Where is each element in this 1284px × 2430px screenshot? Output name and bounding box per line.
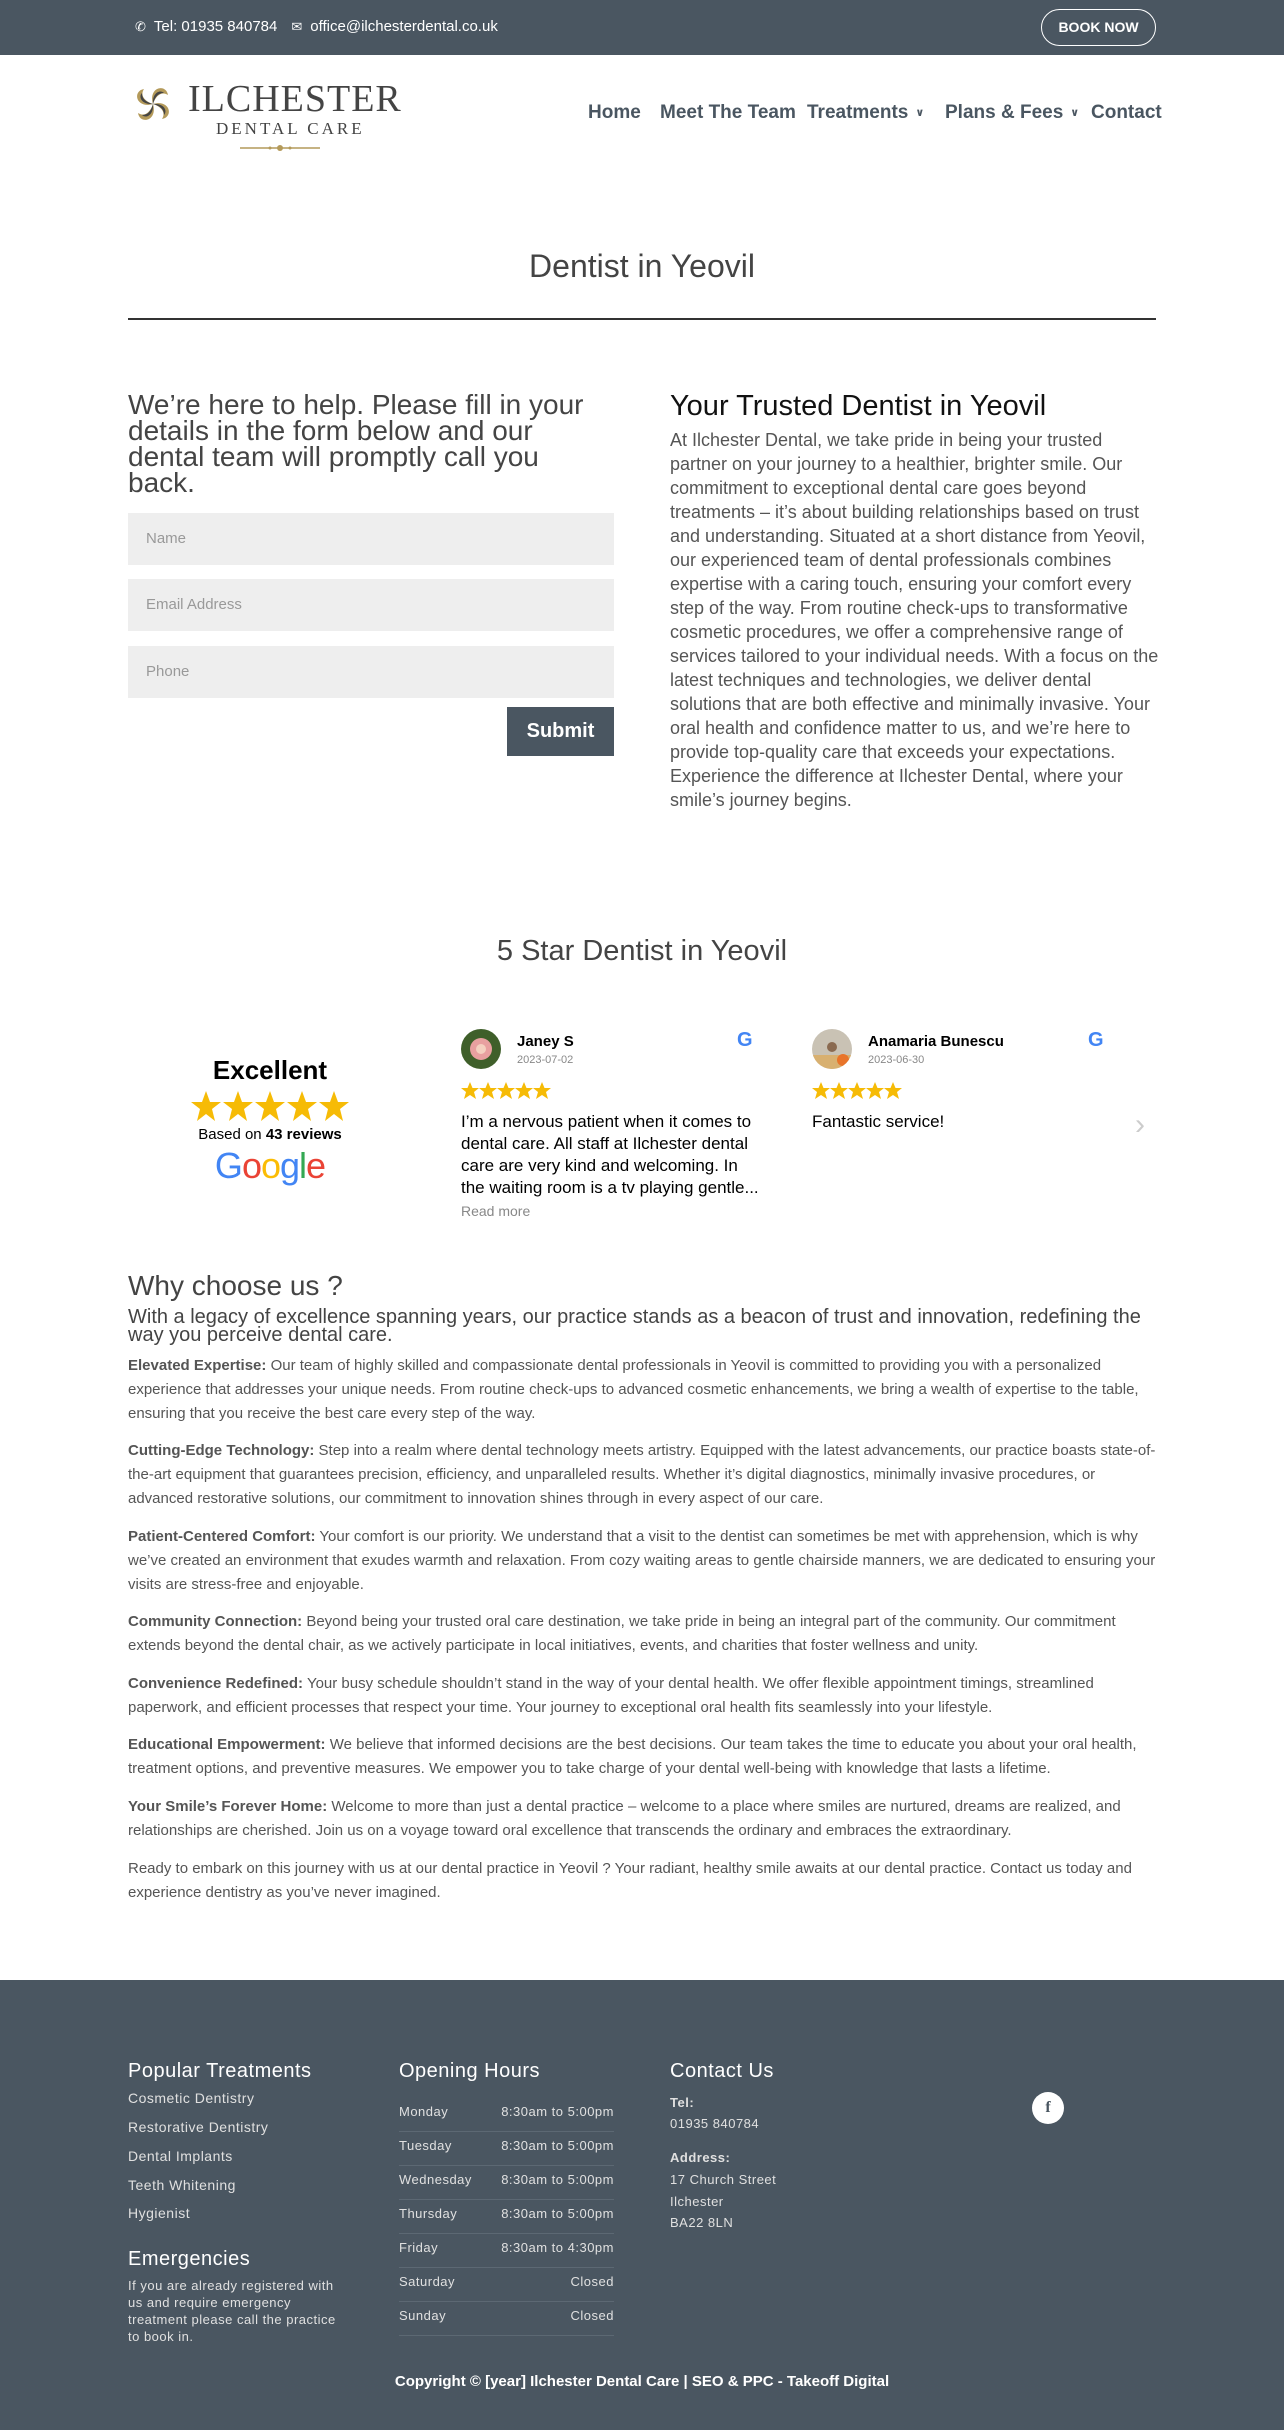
- logo-name: ILCHESTER: [188, 78, 402, 120]
- why-subheading: With a legacy of excellence spanning years, our practice stands as a beacon of trust and innovation, redefining the way you perceive dental care.: [128, 1306, 1141, 1346]
- address-line: Ilchester: [670, 2194, 724, 2209]
- review-text: I’m a nervous patient when it comes to dental care. All staff at Ilchester dental care are very kind and welcoming. In the waiting room is a tv playing gentle...: [461, 1112, 759, 1197]
- review-count[interactable]: 43 reviews: [265, 1126, 342, 1143]
- why-point-text: Your comfort is our priority. We understand that a visit to the dentist can sometimes be met with apprehension, which is why we’ve created an environment that exudes warmth and relaxation. From cozy waiting areas to gentle chairside manners, we are dedicated to ensuring your visits are stress-free and enjoyable.: [128, 1528, 1156, 1593]
- star-icon: [191, 1091, 221, 1121]
- hours-time: 8:30am to 5:00pm: [501, 2104, 614, 2119]
- hours-row: [399, 2132, 614, 2166]
- emergencies-heading: Emergencies: [128, 2248, 251, 2270]
- why-closing-text: Ready to embark on this journey with us at our dental practice in Yeovil ? Your radiant, healthy smile awaits at our dental practice. Contact us today and experience dentistry as you’ve never imagined.: [128, 1860, 1132, 1901]
- top-contact: [135, 18, 506, 35]
- footer-link-restorative[interactable]: Restorative Dentistry: [128, 2119, 269, 2135]
- address-line: 17 Church Street: [670, 2172, 777, 2187]
- footer-link-cosmetic[interactable]: Cosmetic Dentistry: [128, 2090, 255, 2106]
- why-point-title: Cutting-Edge Technology:: [128, 1442, 315, 1459]
- hours-day: Friday: [399, 2240, 439, 2255]
- hours-time: 8:30am to 5:00pm: [501, 2138, 614, 2153]
- hours-time: Closed: [570, 2308, 614, 2323]
- hours-time: 8:30am to 4:30pm: [501, 2240, 614, 2255]
- why-point: [128, 1733, 1158, 1781]
- hours-time: Closed: [570, 2274, 614, 2289]
- trusted-body: At Ilchester Dental, we take pride in being your trusted partner on your journey to a healthier, brighter smile. Our commitment to exceptional dental care goes beyond treatments – it’s about building relationships based on trust and understanding. Situated at a short distance from Yeovil, our experienced team of dental professionals combines expertise with a caring touch, ensuring your comfort every step of the way. From routine check-ups to transformative cosmetic procedures, we offer a comprehensive range of services tailored to your individual needs. With a focus on the latest techniques and technologies, we deliver dental solutions that are both effective and minimally invasive. Your oral health and confidence matter to us, and we’re here to provide top-quality care that exceeds your expectations. Experience the difference at Ilchester Dental, where your smile’s journey begins.: [670, 430, 1159, 810]
- title-divider: [128, 318, 1156, 320]
- why-point-text: Welcome to more than just a dental practice – welcome to a place where smiles are nurtured, dreams are realized, and relationships are cherished. Join us on a voyage toward oral excellence that transcends the ordinary and embraces the extraordinary.: [128, 1798, 1121, 1839]
- why-point-text: We believe that informed decisions are the best decisions. Our team takes the time to educate you about your oral health, treatment options, and preventive measures. We empower you to take charge of your dental well-being with knowledge that lasts a lifetime.: [128, 1736, 1137, 1777]
- google-g-icon: G: [737, 1029, 753, 1051]
- facebook-icon[interactable]: f: [1032, 2092, 1064, 2124]
- envelope-icon: ✉: [291, 18, 303, 34]
- why-point: [128, 1354, 1158, 1426]
- review-date: 2023-06-30: [868, 1054, 925, 1066]
- logo-ornament-icon: [240, 144, 320, 152]
- review-text: Fantastic service!: [812, 1112, 945, 1131]
- hours-row: [399, 2098, 614, 2132]
- why-closing: [128, 1857, 1158, 1905]
- why-point: [128, 1795, 1158, 1843]
- nav-contact[interactable]: Contact: [1091, 102, 1162, 123]
- rating-label: Excellent: [212, 1055, 328, 1085]
- site-header: [0, 55, 1284, 180]
- address-line: BA22 8LN: [670, 2215, 734, 2230]
- hours-row: [399, 2166, 614, 2200]
- hours-row: [399, 2200, 614, 2234]
- email-input[interactable]: Email Address: [128, 579, 614, 631]
- why-point-text: Step into a realm where dental technology meets artistry. Equipped with the latest advancements, our practice boasts state-of-the-art equipment that guarantees precision, efficiency, and unparalleled results. Whether it’s digital diagnostics, minimally invasive procedures, or advanced restorative solutions, our commitment to innovation shines through in every aspect of our care.: [128, 1442, 1156, 1507]
- review-stars: [461, 1081, 551, 1101]
- rating-summary: [170, 1055, 370, 1187]
- footer-link-whitening[interactable]: Teeth Whitening: [128, 2177, 236, 2193]
- site-logo[interactable]: [128, 77, 402, 152]
- book-now-button[interactable]: BOOK NOW: [1041, 9, 1156, 46]
- submit-button[interactable]: Submit: [507, 707, 614, 756]
- hours-time: 8:30am to 5:00pm: [501, 2206, 614, 2221]
- google-g-icon: G: [1088, 1029, 1104, 1051]
- rating-based-on: [170, 1126, 370, 1143]
- nav-plans-label: Plans & Fees: [945, 102, 1064, 123]
- tel-label: Tel:: [670, 2095, 695, 2110]
- why-point-title: Community Connection:: [128, 1613, 303, 1630]
- top-phone[interactable]: Tel: 01935 840784: [153, 18, 278, 35]
- hours-day: Saturday: [399, 2274, 456, 2289]
- star-icon: [223, 1091, 253, 1121]
- review-stars: [812, 1081, 902, 1101]
- hours-row: [399, 2268, 614, 2302]
- why-point-text: Our team of highly skilled and compassionate dental professionals in Yeovil is committed to providing you with a personalized experience that addresses your unique needs. From routine check-ups to advanced cosmetic enhancements, we bring a wealth of expertise to the table, ensuring that you receive the best care every step of the way.: [128, 1357, 1139, 1422]
- logo-subname: DENTAL CARE: [216, 119, 365, 138]
- hours-heading: Opening Hours: [399, 2060, 541, 2082]
- nav-home[interactable]: Home: [588, 102, 641, 123]
- reviewer-name: Janey S: [517, 1033, 574, 1050]
- hours-time: 8:30am to 5:00pm: [501, 2172, 614, 2187]
- treatments-heading: Popular Treatments: [128, 2060, 312, 2082]
- why-point: [128, 1525, 1158, 1597]
- chevron-down-icon: ∨: [1070, 107, 1080, 119]
- contact-heading: Contact Us: [670, 2060, 774, 2082]
- hours-row: [399, 2234, 614, 2268]
- based-prefix: Based on: [198, 1126, 262, 1143]
- why-point-title: Your Smile’s Forever Home:: [128, 1798, 328, 1815]
- nav-treatments-label: Treatments: [807, 102, 909, 123]
- review-date: 2023-07-02: [517, 1054, 574, 1066]
- form-intro: We’re here to help. Please fill in your details in the form below and our dental team will promptly call you back.: [128, 389, 584, 498]
- site-footer: [0, 1980, 1284, 2430]
- logo-mark-icon: [128, 79, 178, 129]
- nav-meet-the-team[interactable]: Meet The Team: [660, 102, 796, 123]
- emergencies-text: If you are already registered with us and require emergency treatment please call the practice to book in.: [128, 2278, 336, 2344]
- chevron-right-icon[interactable]: ›: [1135, 1108, 1145, 1141]
- hours-row: [399, 2302, 614, 2336]
- google-logo: Google: [214, 1145, 326, 1186]
- why-point-text: Beyond being your trusted oral care destination, we take pride in being an integral part of the community. Our commitment extends beyond the dental chair, as we actively participate in local initiatives, events, and charities that foster wellness and unity.: [128, 1613, 1116, 1654]
- why-point-title: Convenience Redefined:: [128, 1675, 304, 1692]
- star-icon: [287, 1091, 317, 1121]
- footer-phone[interactable]: 01935 840784: [670, 2116, 760, 2131]
- hours-day: Thursday: [399, 2206, 458, 2221]
- page-title: Dentist in Yeovil: [529, 248, 755, 284]
- nav-plans-fees[interactable]: [945, 102, 1079, 124]
- why-point: [128, 1439, 1158, 1511]
- rating-stars: [170, 1090, 370, 1124]
- address-label: Address:: [670, 2150, 731, 2165]
- footer-link-implants[interactable]: Dental Implants: [128, 2148, 233, 2164]
- why-point-title: Patient-Centered Comfort:: [128, 1528, 316, 1545]
- star-icon: [319, 1091, 349, 1121]
- top-bar: [0, 0, 1284, 55]
- hours-day: Tuesday: [399, 2138, 452, 2153]
- why-point-title: Educational Empowerment:: [128, 1736, 326, 1753]
- reviews-title: 5 Star Dentist in Yeovil: [496, 935, 788, 967]
- hours-day: Sunday: [399, 2308, 447, 2323]
- why-point-title: Elevated Expertise:: [128, 1357, 267, 1374]
- footer-link-hygienist[interactable]: Hygienist: [128, 2205, 191, 2221]
- nav-treatments[interactable]: [807, 102, 924, 124]
- why-point: [128, 1610, 1158, 1658]
- star-icon: [255, 1091, 285, 1121]
- phone-icon: ✆: [135, 18, 146, 34]
- avatar: [461, 1029, 501, 1069]
- trusted-heading: Your Trusted Dentist in Yeovil: [670, 390, 1047, 422]
- chevron-down-icon: ∨: [915, 107, 925, 119]
- name-input[interactable]: Name: [128, 513, 614, 565]
- star-icons: [190, 1090, 350, 1124]
- top-email[interactable]: office@ilchesterdental.co.uk: [310, 18, 498, 35]
- avatar: [812, 1029, 852, 1069]
- copyright: Copyright © [year] Ilchester Dental Care | SEO & PPC - Takeoff Digital: [394, 2373, 890, 2390]
- hours-day: Monday: [399, 2104, 449, 2119]
- why-point-text: Your busy schedule shouldn’t stand in the way of your dental health. We offer flexible appointment timings, streamlined paperwork, and efficient processes that respect your time. Your journey to exceptional oral health fits seamlessly into your lifestyle.: [128, 1675, 1094, 1716]
- hours-day: Wednesday: [399, 2172, 472, 2187]
- why-point: [128, 1672, 1158, 1720]
- reviewer-name: Anamaria Bunescu: [868, 1033, 1004, 1050]
- read-more-link[interactable]: Read more: [461, 1203, 531, 1219]
- phone-input[interactable]: Phone: [128, 646, 614, 698]
- why-heading: Why choose us ?: [128, 1270, 343, 1301]
